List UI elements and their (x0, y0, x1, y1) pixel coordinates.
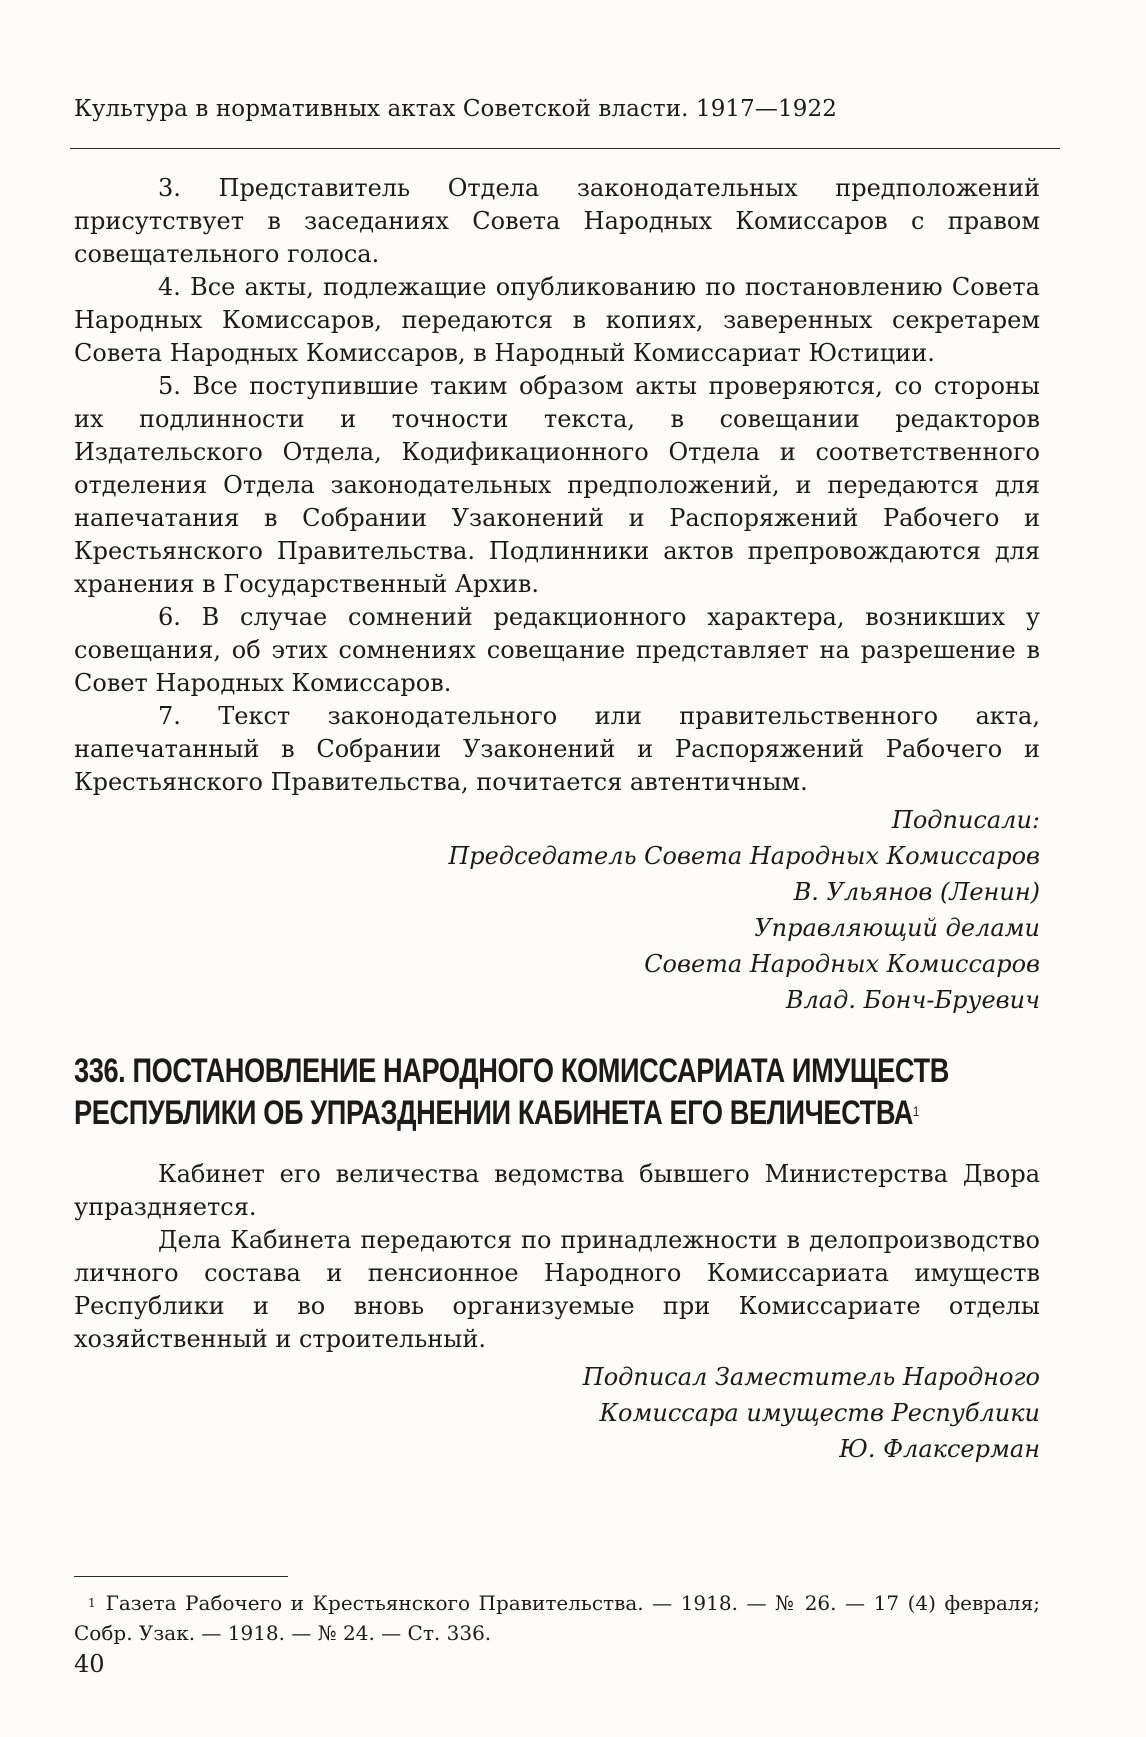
signature-line: В. Ульянов (Ленин) (793, 878, 1040, 906)
signature-line: Управляющий делами (754, 914, 1040, 942)
footnote (74, 1588, 1040, 1648)
footnote-rule (74, 1576, 288, 1577)
document-heading (74, 1050, 1034, 1134)
paragraph-item-7: 7. Текст законодательного или правительственного акта, напечатанный в Собрании Узаконений и Распоряжений Рабочего и Крестьянского Правительства, почитается автентичным. (74, 702, 1040, 796)
running-head: Культура в нормативных актах Советской власти. 1917—1922 (74, 96, 837, 122)
header-rule (70, 148, 1060, 149)
document-heading-line-2 (74, 1092, 1034, 1134)
signature-line: Комиссара имуществ Республики (599, 1399, 1040, 1427)
paragraph-abolition: Кабинет его величества ведомства бывшего Министерства Двора упраздняется. (74, 1160, 1040, 1221)
footnote-text: Газета Рабочего и Крестьянского Правительства. — 1918. — № 26. — 17 (4) февраля; Собр. Узак. — 1918. — № 24. — Ст. 336. (74, 1591, 1040, 1645)
document-heading-line-2-text: РЕСПУБЛИКИ ОБ УПРАЗДНЕНИИ КАБИНЕТА ЕГО ВЕЛИЧЕСТВА (74, 1094, 913, 1132)
paragraph-item-3: 3. Представитель Отдела законодательных предположений присутствует в заседаниях Совета Народных Комиссаров с правом совещательного голоса. (74, 174, 1040, 268)
paragraph-item-4: 4. Все акты, подлежащие опубликованию по постановлению Совета Народных Комиссаров, передаются в копиях, заверенных секретарем Совета Народных Комиссаров, в Народный Комиссариат Юстиции. (74, 273, 1040, 367)
paragraph-transfer: Дела Кабинета передаются по принадлежности в делопроизводство личного состава и пенсионное Народного Комиссариата имуществ Республики и во вновь организуемые при Комиссариате отделы хозяйственный и строительный. (74, 1226, 1040, 1353)
signature-block-2 (74, 1359, 1040, 1467)
signature-line: Подписали: (891, 806, 1040, 834)
signature-block-1 (74, 802, 1040, 1018)
footnote-reference: 1 (912, 1103, 919, 1119)
signature-line: Подписал Заместитель Народного (582, 1363, 1040, 1391)
paragraph-item-6: 6. В случае сомнений редакционного характера, возникших у совещания, об этих сомнениях совещание представляет на разрешение в Совет Народных Комиссаров. (74, 603, 1040, 697)
signature-line: Председатель Совета Народных Комиссаров (448, 842, 1040, 870)
page-number: 40 (74, 1650, 105, 1678)
main-text (74, 172, 1040, 1467)
footnote-mark: 1 (88, 1596, 96, 1610)
signature-line: Влад. Бонч-Бруевич (785, 986, 1040, 1014)
document-heading-line-1: 336. ПОСТАНОВЛЕНИЕ НАРОДНОГО КОМИССАРИАТА ИМУЩЕСТВ (74, 1052, 949, 1090)
signature-line: Ю. Флаксерман (839, 1435, 1040, 1463)
signature-line: Совета Народных Комиссаров (644, 950, 1040, 978)
paragraph-item-5: 5. Все поступившие таким образом акты проверяются, со стороны их подлинности и точности текста, в совещании редакторов Издательского Отдела, Кодификационного Отдела и соответственного отделения Отдела законодательных предположений, и передаются для напечатания в Собрании Узаконений и Распоряжений Рабочего и Крестьянского Правительства. Подлинники актов препровождаются для хранения в Государственный Архив. (74, 372, 1040, 598)
